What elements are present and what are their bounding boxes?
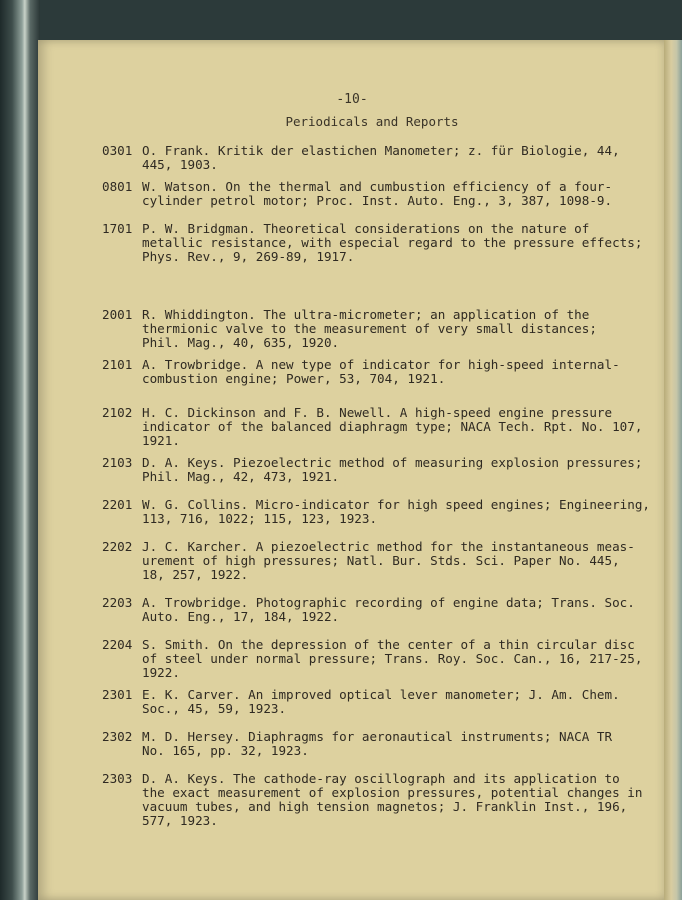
reference-code: 2302 (102, 729, 133, 744)
reference-text (142, 497, 650, 526)
reference-line: vacuum tubes, and high tension magnetos; J. Franklin Inst., 196, (142, 799, 628, 814)
reference-line: 113, 716, 1022; 115, 123, 1923. (142, 511, 378, 526)
reference-line: S. Smith. On the depression of the center of a thin circular disc (142, 637, 635, 652)
reference-line: thermionic valve to the measurement of very small distances; (142, 321, 597, 336)
reference-line: combustion engine; Power, 53, 704, 1921. (142, 371, 446, 386)
reference-code: 2204 (102, 637, 133, 652)
reference-text (142, 405, 643, 448)
reference-code: 1701 (102, 221, 133, 236)
reference-text (142, 455, 643, 484)
section-title: Periodicals and Reports (285, 114, 459, 129)
reference-line: of steel under normal pressure; Trans. Roy. Soc. Can., 16, 217-25, (142, 651, 643, 666)
reference-line: O. Frank. Kritik der elastichen Manometer; z. für Biologie, 44, (142, 143, 620, 158)
reference-code: 0801 (102, 179, 133, 194)
reference-line: indicator of the balanced diaphragm type; NACA Tech. Rpt. No. 107, (142, 419, 643, 434)
reference-line: cylinder petrol motor; Proc. Inst. Auto. Eng., 3, 387, 1098-9. (142, 193, 613, 208)
reference-code: 2101 (102, 357, 133, 372)
reference-line: Phil. Mag., 40, 635, 1920. (142, 335, 340, 350)
reference-text (142, 143, 620, 172)
reference-text (142, 595, 635, 624)
reference-code: 2102 (102, 405, 133, 420)
reference-line: 445, 1903. (142, 157, 218, 172)
reference-code: 2001 (102, 307, 133, 322)
reference-line: P. W. Bridgman. Theoretical considerations on the nature of (142, 221, 590, 236)
reference-line: A. Trowbridge. A new type of indicator for high-speed internal- (142, 357, 620, 372)
reference-line: Phil. Mag., 42, 473, 1921. (142, 469, 340, 484)
reference-line: Auto. Eng., 17, 184, 1922. (142, 609, 340, 624)
reference-line: Soc., 45, 59, 1923. (142, 701, 287, 716)
reference-code: 2201 (102, 497, 133, 512)
reference-line: 577, 1923. (142, 813, 218, 828)
reference-line: metallic resistance, with especial regard to the pressure effects; (142, 235, 643, 250)
page-edge (664, 40, 682, 900)
reference-text (142, 179, 613, 208)
reference-code: 2303 (102, 771, 133, 786)
reference-text (142, 308, 597, 350)
reference-line: J. C. Karcher. A piezoelectric method for the instantaneous meas- (142, 539, 635, 554)
reference-line: W. G. Collins. Micro-indicator for high speed engines; Engineering, (142, 497, 650, 512)
document-page (38, 40, 666, 900)
reference-line: D. A. Keys. Piezoelectric method of measuring explosion pressures; (142, 455, 643, 470)
reference-line: Phys. Rev., 9, 269-89, 1917. (142, 249, 355, 264)
reference-line: A. Trowbridge. Photographic recording of engine data; Trans. Soc. (142, 595, 635, 610)
reference-line: the exact measurement of explosion pressures, potential changes in (142, 785, 643, 800)
reference-text (142, 729, 613, 758)
reference-code: 2203 (102, 595, 133, 610)
reference-line: M. D. Hersey. Diaphragms for aeronautical instruments; NACA TR (142, 729, 613, 744)
reference-line: D. A. Keys. The cathode-ray oscillograph and its application to (142, 771, 620, 786)
reference-code: 2103 (102, 455, 133, 470)
reference-line: 1921. (142, 433, 180, 448)
reference-line: E. K. Carver. An improved optical lever manometer; J. Am. Chem. (142, 687, 620, 702)
reference-text (142, 687, 620, 716)
reference-line: urement of high pressures; Natl. Bur. Stds. Sci. Paper No. 445, (142, 553, 620, 568)
reference-line: H. C. Dickinson and F. B. Newell. A high-speed engine pressure (142, 405, 613, 420)
reference-text (142, 539, 635, 582)
reference-line: No. 165, pp. 32, 1923. (142, 743, 309, 758)
reference-code: 2202 (102, 539, 133, 554)
reference-text (142, 221, 643, 264)
binder-edge (0, 0, 40, 900)
reference-text (142, 637, 643, 680)
reference-code: 2301 (102, 687, 133, 702)
reference-text (142, 357, 620, 386)
reference-line: W. Watson. On the thermal and cumbustion efficiency of a four- (142, 179, 613, 194)
page-number: -10- (336, 92, 368, 107)
reference-text (142, 771, 643, 828)
reference-line: 1922. (142, 665, 180, 680)
reference-line: R. Whiddington. The ultra-micrometer; an application of the (142, 307, 590, 322)
reference-line: 18, 257, 1922. (142, 567, 249, 582)
reference-code: 0301 (102, 143, 133, 158)
